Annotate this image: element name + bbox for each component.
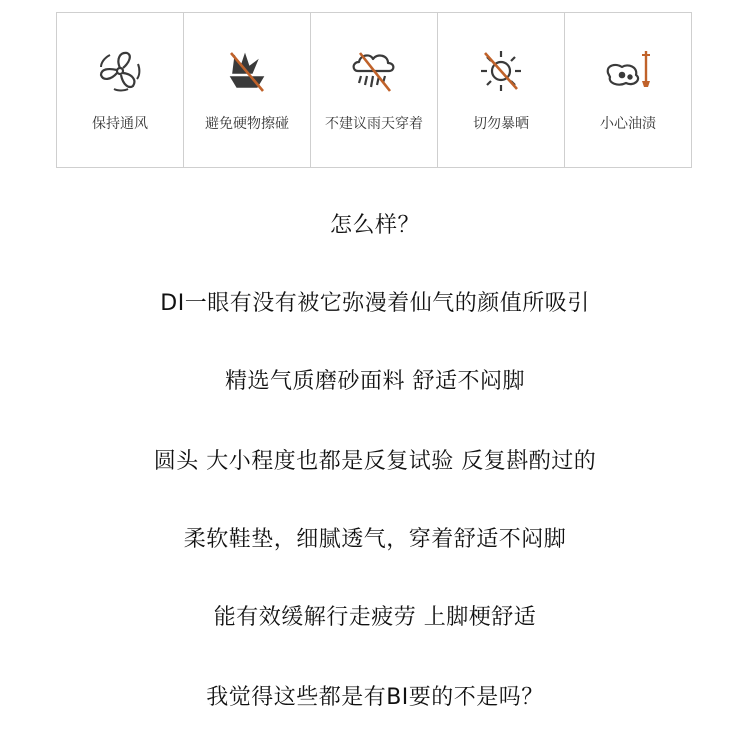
care-label: 避免硬物擦碰	[205, 116, 289, 132]
care-label: 保持通风	[92, 116, 148, 132]
care-item-no-sun	[438, 13, 565, 167]
care-item-oil-stain	[565, 13, 691, 167]
care-label: 切勿暴晒	[473, 116, 529, 132]
copy-line-closing-question: 我觉得这些都是有BI要的不是吗？	[206, 685, 544, 710]
care-item-no-rain	[311, 13, 438, 167]
fan-icon	[90, 47, 150, 95]
copy-line-round-toe: 圆头 大小程度也都是反复试验 反复斟酌过的	[153, 449, 597, 474]
care-instructions-strip	[56, 12, 692, 168]
no-sun-icon	[471, 47, 531, 95]
care-item-avoid-hard-objects	[184, 13, 311, 167]
no-rain-icon	[344, 47, 404, 95]
oil-stain-icon	[598, 47, 658, 95]
no-hard-object-icon	[217, 47, 277, 95]
care-label: 小心油渍	[600, 116, 656, 132]
copy-line-insole: 柔软鞋垫，细腻透气，穿着舒适不闷脚	[183, 527, 567, 552]
copy-line-fabric: 精选气质磨砂面料 舒适不闷脚	[225, 369, 525, 394]
care-label: 不建议雨天穿着	[325, 116, 423, 132]
care-item-ventilate	[57, 13, 184, 167]
copy-line-appearance: DI一眼有没有被它弥漫着仙气的颜值所吸引	[160, 291, 590, 316]
copy-line-comfort: 能有效缓解行走疲劳 上脚梗舒适	[213, 605, 537, 630]
copy-question: 怎么样？	[329, 213, 420, 238]
